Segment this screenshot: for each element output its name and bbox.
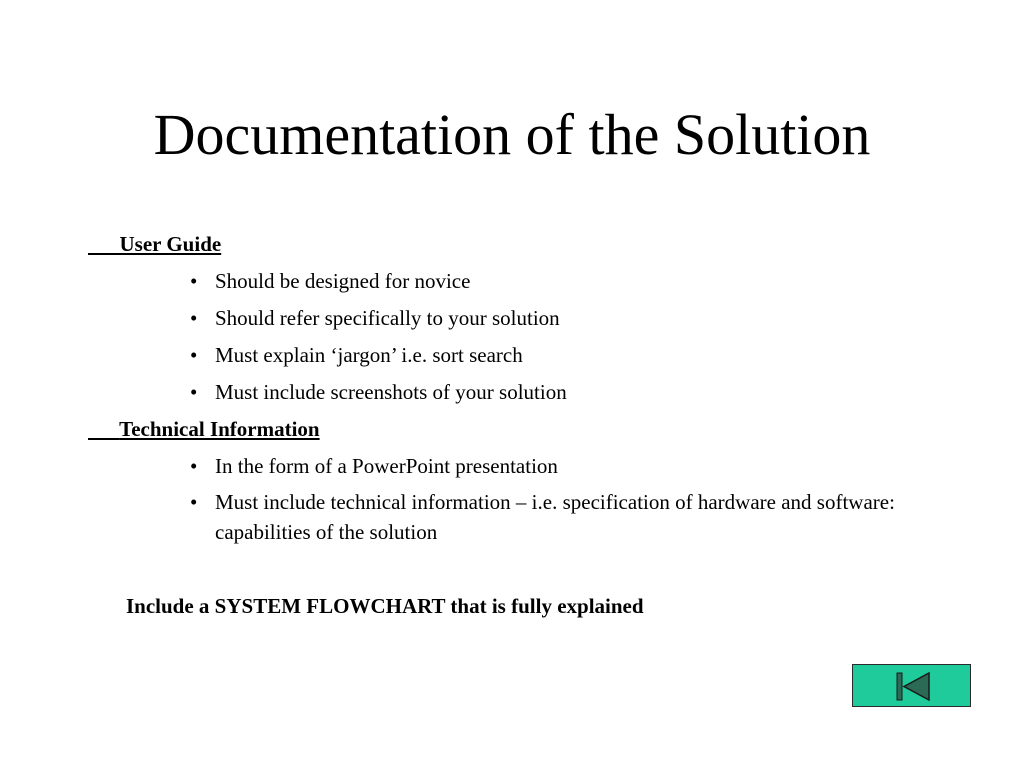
section-heading-user-guide (88, 231, 221, 257)
bullet-dot: • (190, 454, 198, 478)
section-heading-label: User Guide (119, 232, 222, 256)
bullet-text: Must include technical information – i.e. specification of hardware and software: capabilities of the solution (215, 490, 895, 544)
bullet-text: Should refer specifically to your solution (215, 306, 560, 330)
bullet-text: Must explain ‘jargon’ i.e. sort search (215, 343, 523, 367)
bullet-item (190, 487, 930, 547)
bullet-item (190, 266, 930, 296)
bullet-item (190, 451, 930, 481)
bullet-dot: • (190, 269, 198, 293)
bullet-text: Should be designed for novice (215, 269, 471, 293)
bullet-dot: • (190, 490, 198, 514)
flowchart-note: Include a SYSTEM FLOWCHART that is fully explained (126, 594, 644, 618)
bullet-text: Must include screenshots of your solution (215, 380, 567, 404)
section-heading-technical-information (88, 416, 320, 442)
bullet-item (190, 340, 930, 370)
bullet-dot: • (190, 380, 198, 404)
bullet-item (190, 303, 930, 333)
slide-title: Documentation of the Solution (153, 102, 871, 167)
bullet-text: In the form of a PowerPoint presentation (215, 454, 558, 478)
skip-to-first-icon (853, 665, 972, 708)
bullet-dot: • (190, 306, 198, 330)
bullet-dot: • (190, 343, 198, 367)
first-slide-button[interactable] (852, 664, 971, 707)
bullet-item (190, 377, 930, 407)
section-heading-label: Technical Information (119, 417, 320, 441)
